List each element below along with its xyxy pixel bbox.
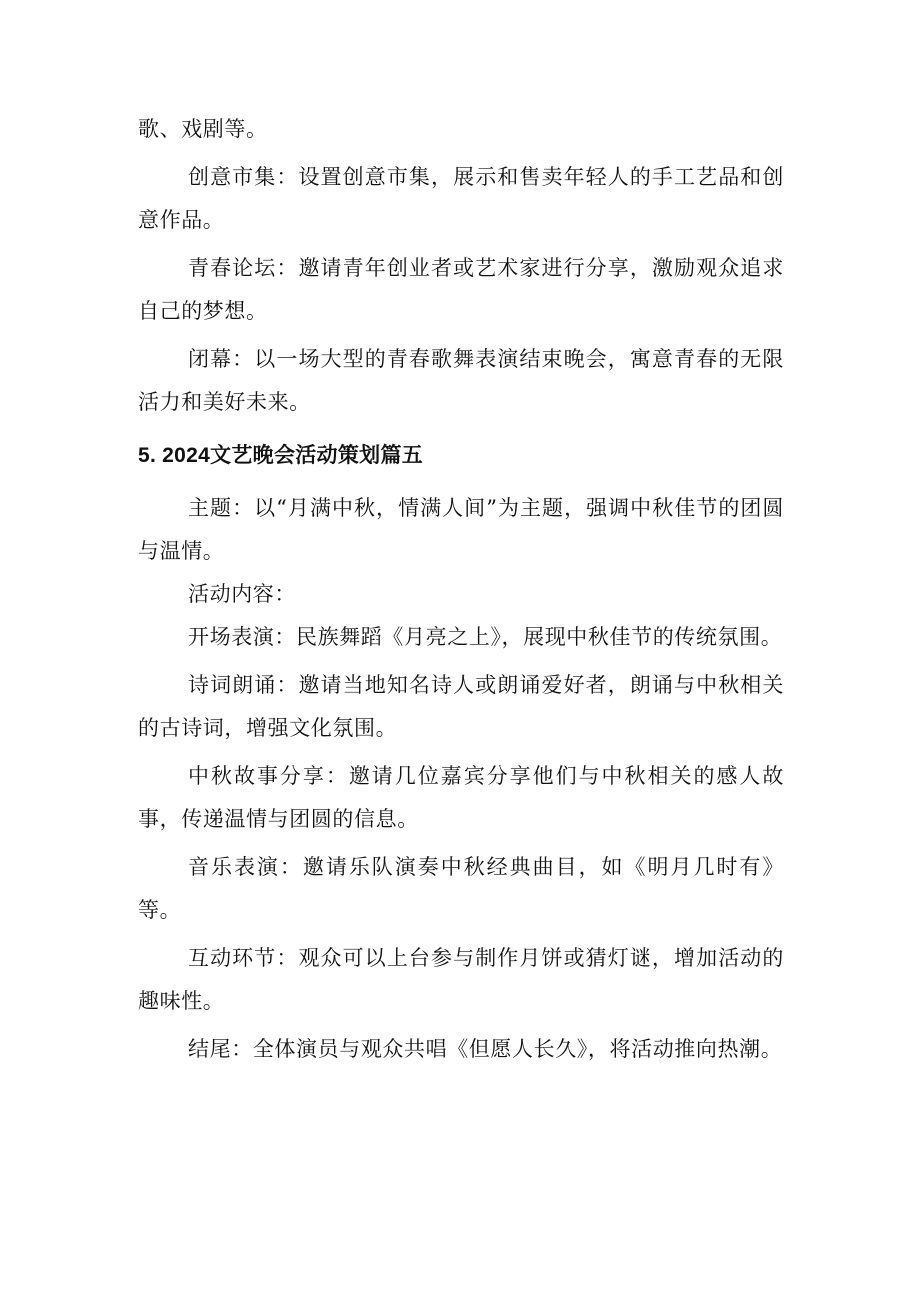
paragraph-closing: 闭幕：以一场大型的青春歌舞表演结束晚会，寓意青春的无限活力和美好未来。 xyxy=(138,347,784,414)
continuation-paragraph: 歌、戏剧等。 xyxy=(138,117,268,141)
paragraph-creative-market: 创意市集：设置创意市集，展示和售卖年轻人的手工艺品和创意作品。 xyxy=(138,165,784,232)
section-number: 5. xyxy=(138,444,157,467)
paragraph-story-sharing: 中秋故事分享：邀请几位嘉宾分享他们与中秋相关的感人故事，传递温情与团圆的信息。 xyxy=(138,764,784,831)
paragraph-youth-forum: 青春论坛：邀请青年创业者或艺术家进行分享，激励观众追求自己的梦想。 xyxy=(138,256,784,323)
paragraph-interaction: 互动环节：观众可以上台参与制作月饼或猜灯谜，增加活动的趣味性。 xyxy=(138,946,784,1013)
paragraph-opening-performance: 开场表演：民族舞蹈《月亮之上》，展现中秋佳节的传统氛围。 xyxy=(188,625,783,649)
paragraph-theme: 主题：以“月满中秋，情满人间”为主题，强调中秋佳节的团圆与温情。 xyxy=(138,496,784,563)
document-body xyxy=(138,108,784,1071)
paragraph-finale: 结尾：全体演员与观众共唱《但愿人长久》，将活动推向热潮。 xyxy=(188,1037,783,1061)
paragraph-activity-content: 活动内容： xyxy=(188,582,296,606)
paragraph-poetry-recitation: 诗词朗诵：邀请当地知名诗人或朗诵爱好者，朗诵与中秋相关的古诗词，增强文化氛围。 xyxy=(138,673,784,740)
paragraph-music-performance: 音乐表演：邀请乐队演奏中秋经典曲目，如《明月几时有》等。 xyxy=(138,855,784,922)
section-title: 2024文艺晚会活动策划篇五 xyxy=(162,444,424,467)
section-heading xyxy=(138,434,784,477)
